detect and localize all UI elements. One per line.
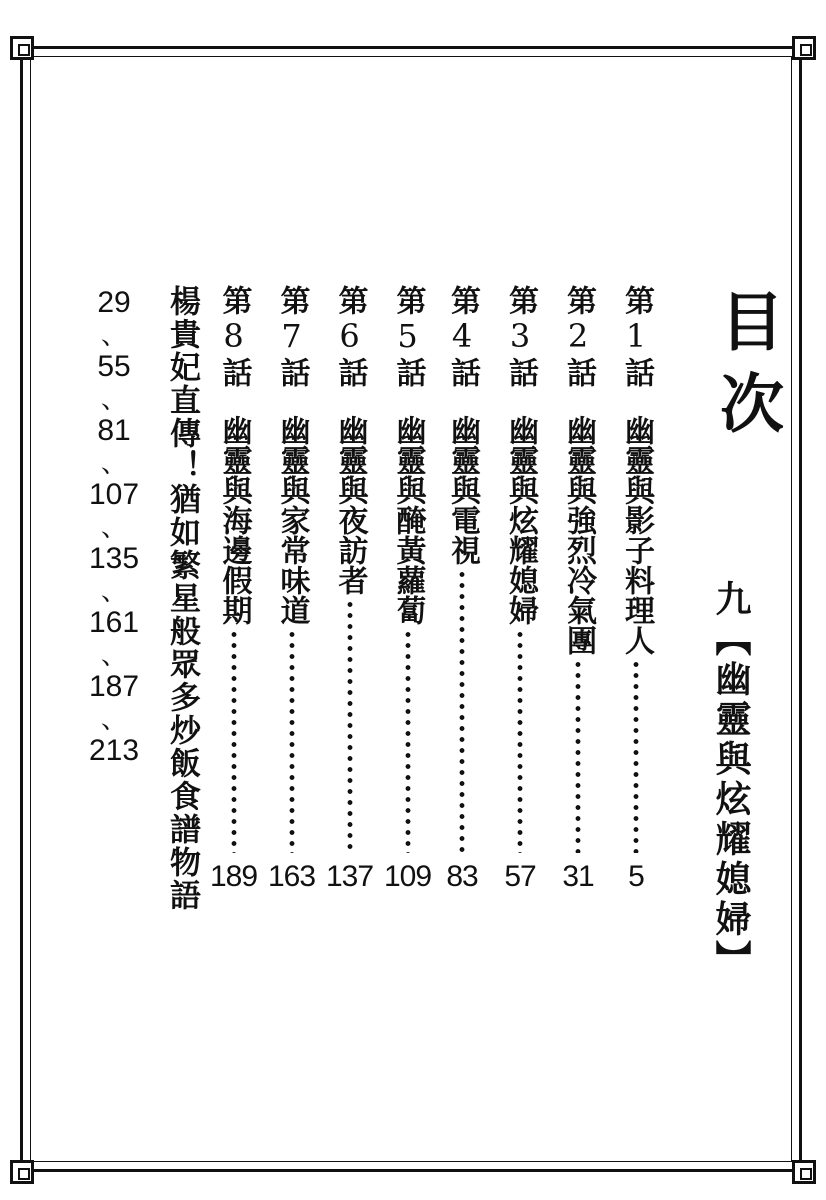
chapter-suffix: 話: [332, 357, 368, 387]
chapter-title: 幽靈與海邊假期: [216, 415, 252, 625]
chapter-label: 第: [619, 285, 654, 315]
chapter-label: 第: [561, 285, 596, 315]
separator: 、: [100, 576, 127, 606]
extra-page-number: 213: [88, 734, 140, 767]
chapter-title: 幽靈與夜訪者: [332, 415, 368, 595]
chapter-page: 5: [628, 860, 644, 893]
chapter-label: 第: [274, 285, 310, 315]
chapter-title: 幽靈與影子料理人: [619, 415, 654, 655]
dot-leader: [347, 599, 353, 853]
chapter-title: 幽靈與電視: [445, 415, 480, 565]
extra-page-number: 135: [88, 542, 140, 575]
chapter-page: 189: [210, 860, 258, 893]
chapter-page: 137: [326, 860, 374, 893]
dot-leader: [575, 659, 581, 853]
toc-title: 目次: [709, 288, 784, 452]
extra-page-number: 81: [97, 414, 131, 447]
chapter-suffix: 話: [216, 357, 252, 387]
chapter-entry[interactable]: [556, 285, 600, 895]
chapter-label: 第: [445, 285, 480, 315]
dot-leader: [231, 629, 237, 853]
separator: 、: [100, 448, 127, 478]
extra-section-title[interactable]: 楊貴妃直傳！猶如繁星般眾多炒飯食譜物語: [164, 285, 200, 912]
chapter-entry[interactable]: [614, 285, 658, 895]
chapter-number: 3: [509, 317, 531, 355]
separator: 、: [100, 704, 127, 734]
corner-ornament: [792, 36, 816, 60]
chapter-entry[interactable]: [210, 285, 257, 895]
chapter-page: 57: [504, 860, 536, 893]
separator: 、: [100, 384, 127, 414]
chapter-number: 1: [625, 317, 647, 355]
extra-page-number: 187: [88, 670, 140, 703]
extra-page-list: [86, 285, 142, 769]
separator: 、: [100, 512, 127, 542]
dot-leader: [633, 659, 639, 853]
chapter-entry[interactable]: [498, 285, 542, 895]
chapter-number: 6: [339, 317, 360, 355]
chapter-number: 8: [223, 317, 244, 355]
chapter-number: 4: [451, 317, 473, 355]
chapter-label: 第: [390, 285, 426, 315]
dot-leader: [459, 569, 465, 853]
dot-leader: [405, 629, 411, 853]
chapter-number: 7: [281, 317, 302, 355]
dot-leader: [289, 629, 295, 853]
chapter-number: 5: [397, 317, 418, 355]
chapter-label: 第: [332, 285, 368, 315]
corner-ornament: [792, 1160, 816, 1184]
chapter-page: 163: [268, 860, 316, 893]
separator: 、: [100, 640, 127, 670]
chapter-title: 幽靈與醃黃蘿蔔: [390, 415, 426, 625]
extra-page-number: 107: [88, 478, 140, 511]
chapter-suffix: 話: [619, 357, 654, 387]
volume-title: 九【幽靈與炫耀媳婦】: [710, 580, 752, 980]
chapter-entry[interactable]: [268, 285, 315, 895]
chapter-entry[interactable]: [384, 285, 431, 895]
extra-page-number: 55: [97, 350, 131, 383]
chapter-entry[interactable]: [326, 285, 373, 895]
corner-ornament: [10, 36, 34, 60]
chapter-suffix: 話: [503, 357, 538, 387]
chapter-suffix: 話: [445, 357, 480, 387]
extra-page-number: 29: [97, 286, 131, 319]
dot-leader: [517, 629, 523, 853]
chapter-label: 第: [216, 285, 252, 315]
chapter-page: 31: [562, 860, 594, 893]
corner-ornament: [10, 1160, 34, 1184]
chapter-entry[interactable]: [440, 285, 484, 895]
chapter-label: 第: [503, 285, 538, 315]
chapter-page: 109: [384, 860, 432, 893]
chapter-page: 83: [446, 860, 478, 893]
chapter-suffix: 話: [561, 357, 596, 387]
chapter-title: 幽靈與強烈冷氣團: [561, 415, 596, 655]
chapter-title: 幽靈與炫耀媳婦: [503, 415, 538, 625]
separator: 、: [100, 320, 127, 350]
chapter-number: 2: [567, 317, 589, 355]
extra-page-number: 161: [88, 606, 140, 639]
chapter-suffix: 話: [390, 357, 426, 387]
chapter-suffix: 話: [274, 357, 310, 387]
chapter-title: 幽靈與家常味道: [274, 415, 310, 625]
